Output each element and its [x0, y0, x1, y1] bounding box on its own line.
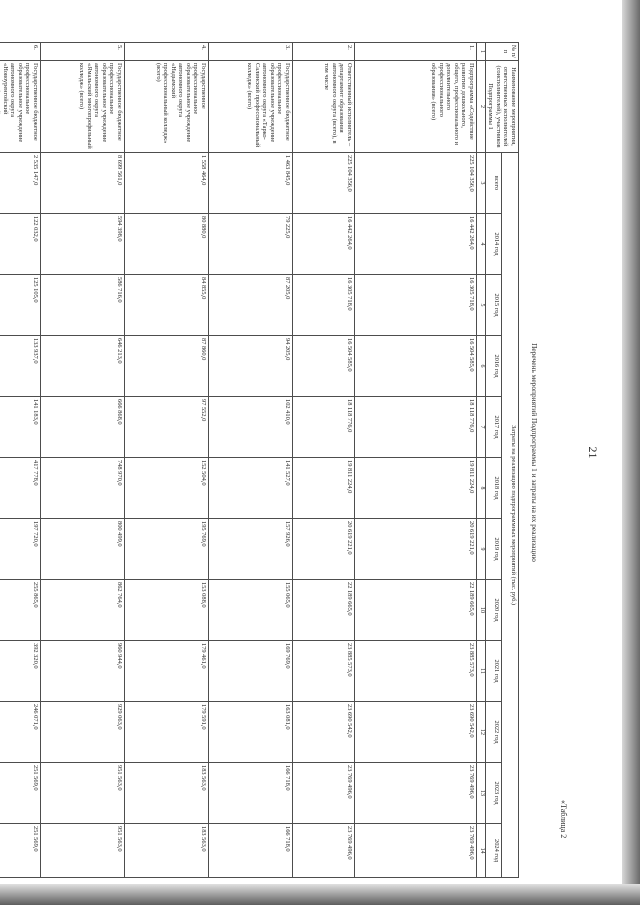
cost-cell: 23 690 542,0: [292, 702, 354, 763]
cost-cell: 2 535 147,0: [0, 153, 40, 214]
cost-cell: 18 118 776,0: [292, 397, 354, 458]
header-name: Наименование мероприятия, ответственных исполнителей (соисполнителей), участников Подпрограммы 1: [485, 61, 518, 153]
cost-cell: 179 461,0: [124, 641, 208, 702]
table-row: [208, 43, 292, 878]
column-index: 11: [476, 641, 485, 702]
column-index: 9: [476, 519, 485, 580]
column-index: 14: [476, 824, 485, 878]
cost-cell: 19 811 224,0: [292, 458, 354, 519]
cost-cell: 87 860,0: [124, 336, 208, 397]
column-index: 8: [476, 458, 485, 519]
cost-cell: 122 032,0: [0, 214, 40, 275]
cost-cell: 417 778,0: [0, 458, 40, 519]
cost-cell: 862 764,0: [40, 580, 124, 641]
cost-cell: 133 937,0: [0, 336, 40, 397]
year-header: 2014 год: [485, 214, 502, 275]
row-number: 5.: [40, 43, 124, 61]
year-header: 2024 год: [485, 824, 502, 878]
cost-cell: 197 720,0: [0, 519, 40, 580]
cost-cell: 748 970,0: [40, 458, 124, 519]
table-row: [0, 43, 40, 878]
year-header: 2015 год: [485, 275, 502, 336]
cost-cell: 16 305 718,0: [354, 275, 476, 336]
cost-cell: 169 769,0: [208, 641, 292, 702]
cost-cell: 23 885 573,0: [292, 641, 354, 702]
row-name: Государственное бюджетное профессиональное образовательное учреждение автономного округа «Новоуренгойский: [0, 61, 40, 153]
column-index: 10: [476, 580, 485, 641]
cost-cell: 16 305 718,0: [292, 275, 354, 336]
column-index: 5: [476, 275, 485, 336]
row-name: Государственное профессиональное образовательное учреждение автономного округа «Надымский профессиональный колледж» (всего): [124, 61, 208, 153]
cost-cell: 94 205,0: [208, 336, 292, 397]
cost-cell: 225 104 356,0: [354, 153, 476, 214]
cost-cell: 19 811 224,0: [354, 458, 476, 519]
year-header: 2019 год: [485, 519, 502, 580]
cost-cell: 251 569,0: [0, 824, 40, 878]
cost-cell: 666 868,0: [40, 397, 124, 458]
cost-cell: 163 081,0: [208, 702, 292, 763]
cost-cell: 23 885 573,0: [354, 641, 476, 702]
cost-cell: 23 769 496,0: [292, 824, 354, 878]
year-header: 2018 год: [485, 458, 502, 519]
cost-cell: 392 320,0: [0, 641, 40, 702]
column-index: 4: [476, 214, 485, 275]
cost-cell: 951 563,0: [40, 763, 124, 824]
cost-cell: 16 442 264,0: [292, 214, 354, 275]
column-index: 3: [476, 153, 485, 214]
cost-cell: 16 442 264,0: [354, 214, 476, 275]
cost-cell: 195 769,0: [124, 519, 208, 580]
row-number: 2.: [292, 43, 354, 61]
column-index-row: [476, 43, 485, 878]
cost-cell: 84 855,0: [124, 275, 208, 336]
cost-cell: 183 563,0: [124, 763, 208, 824]
row-number: 1.: [354, 43, 476, 61]
row-name: Ответственный исполнитель – департамент образования автономного округа (всего), в том числе: [292, 61, 354, 153]
column-index: 6: [476, 336, 485, 397]
cost-cell: 23 769 496,0: [354, 763, 476, 824]
cost-cell: 87 205,0: [208, 275, 292, 336]
cost-cell: 960 944,0: [40, 641, 124, 702]
column-index: 7: [476, 397, 485, 458]
cost-cell: 255 865,0: [0, 580, 40, 641]
cost-cell: 23 690 542,0: [354, 702, 476, 763]
table-row: [40, 43, 124, 878]
cost-cell: 141 527,0: [208, 458, 292, 519]
cost-cell: 166 718,0: [208, 763, 292, 824]
table-reference: «Таблица 2: [559, 800, 568, 839]
cost-cell: 951 563,0: [40, 824, 124, 878]
cost-cell: 183 563,0: [124, 824, 208, 878]
table-body: [0, 43, 476, 878]
cost-cell: 800 499,0: [40, 519, 124, 580]
header-costs: Затраты на реализацию подпрограммных мероприятий (тыс. руб.): [502, 153, 519, 878]
year-header: всего: [485, 153, 502, 214]
cost-cell: 80 880,0: [124, 214, 208, 275]
cost-cell: 125 105,0: [0, 275, 40, 336]
cost-cell: 22 189 665,0: [292, 580, 354, 641]
row-number: 3.: [208, 43, 292, 61]
cost-cell: 157 926,0: [208, 519, 292, 580]
cost-cell: 166 718,0: [208, 824, 292, 878]
header-num: № п/п: [485, 43, 518, 61]
cost-cell: 16 504 585,0: [292, 336, 354, 397]
year-header: 2022 год: [485, 702, 502, 763]
row-name: Подпрограмма «Содействие развитию дошкольного, общего, профессионального и дополнительного профессионального образования» (всего): [354, 61, 476, 153]
year-header-row: [485, 43, 502, 878]
page-number: 21: [586, 446, 600, 459]
cost-cell: 646 213,0: [40, 336, 124, 397]
column-index: 12: [476, 702, 485, 763]
cost-cell: 20 619 221,0: [354, 519, 476, 580]
cost-cell: 246 071,0: [0, 702, 40, 763]
cost-cell: 179 591,0: [124, 702, 208, 763]
year-header: 2021 год: [485, 641, 502, 702]
cost-cell: 152 504,0: [124, 458, 208, 519]
table-row: [124, 43, 208, 878]
cost-cell: 594 398,0: [40, 214, 124, 275]
cost-cell: 1 463 845,0: [208, 153, 292, 214]
cost-cell: 8 699 561,0: [40, 153, 124, 214]
row-name: Государственное бюджетное профессиональное образовательное учреждение автономного округа «Тарко-Салинский профессиональный колледж» (всего): [208, 61, 292, 153]
cost-cell: 79 225,0: [208, 214, 292, 275]
cost-cell: 102 410,0: [208, 397, 292, 458]
cost-cell: 18 118 776,0: [354, 397, 476, 458]
year-header: 2020 год: [485, 580, 502, 641]
year-header: 2023 год: [485, 763, 502, 824]
row-number: 6.: [0, 43, 40, 61]
cost-cell: 1 558 464,0: [124, 153, 208, 214]
cost-cell: 225 104 356,0: [292, 153, 354, 214]
table-row: [292, 43, 354, 878]
cost-cell: 22 189 665,0: [354, 580, 476, 641]
table-title: Перечень мероприятий Подпрограммы 1 и затраты на их реализацию: [530, 343, 539, 562]
cost-cell: 141 183,0: [0, 397, 40, 458]
year-header: 2017 год: [485, 397, 502, 458]
cost-cell: 155 065,0: [208, 580, 292, 641]
row-number: 4.: [124, 43, 208, 61]
cost-cell: 153 088,0: [124, 580, 208, 641]
cost-cell: 929 063,0: [40, 702, 124, 763]
cost-cell: 97 552,0: [124, 397, 208, 458]
costs-table: [0, 42, 519, 878]
column-index: 2: [476, 61, 485, 153]
table-row: [354, 43, 476, 878]
cost-cell: 586 716,0: [40, 275, 124, 336]
column-index: 13: [476, 763, 485, 824]
row-name: Государственное бюджетное профессиональное образовательное учреждение автономного округа «Ямальский многопрофильный колледж» (всего): [40, 61, 124, 153]
column-index: 1: [476, 43, 485, 61]
cost-cell: 23 769 496,0: [292, 763, 354, 824]
cost-cell: 23 769 496,0: [354, 824, 476, 878]
cost-cell: 251 569,0: [0, 763, 40, 824]
cost-cell: 20 619 221,0: [292, 519, 354, 580]
year-header: 2016 год: [485, 336, 502, 397]
cost-cell: 16 504 585,0: [354, 336, 476, 397]
